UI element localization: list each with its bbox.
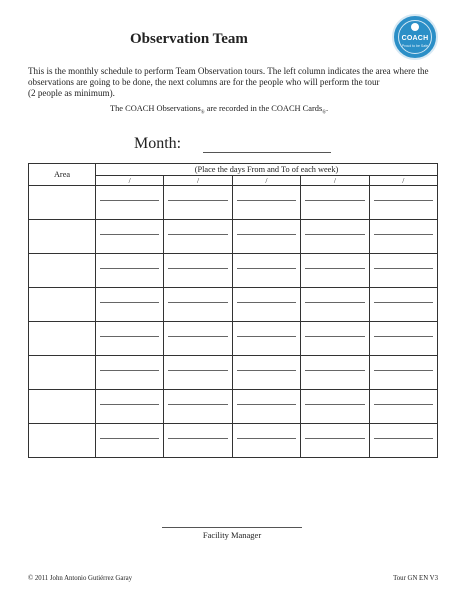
days-header: (Place the days From and To of each week) — [96, 164, 438, 176]
registered-mark: ® — [200, 110, 205, 116]
observer-name-line — [305, 302, 364, 303]
observer-cell[interactable] — [96, 288, 164, 322]
observer-name-line — [168, 438, 227, 439]
observer-name-line — [305, 268, 364, 269]
observer-name-line — [305, 438, 364, 439]
table-row — [29, 254, 438, 288]
observer-cell[interactable] — [301, 288, 369, 322]
observer-name-line — [100, 336, 159, 337]
observer-name-line — [305, 200, 364, 201]
observer-cell[interactable] — [96, 424, 164, 458]
observer-name-line — [168, 268, 227, 269]
area-cell[interactable] — [29, 186, 96, 220]
observer-cell[interactable] — [232, 288, 300, 322]
observer-name-line — [100, 370, 159, 371]
observer-cell[interactable] — [232, 254, 300, 288]
observer-name-line — [305, 404, 364, 405]
observer-name-line — [237, 438, 296, 439]
observer-name-line — [100, 200, 159, 201]
area-cell[interactable] — [29, 390, 96, 424]
intro-paragraph — [28, 66, 438, 99]
week-date-slash: / — [232, 176, 300, 186]
coach-note — [110, 104, 328, 116]
schedule-table — [28, 163, 438, 458]
observer-name-line — [237, 370, 296, 371]
observer-name-line — [305, 370, 364, 371]
intro-line: This is the monthly schedule to perform Team Observation tours. The left column indicates the area where the — [28, 66, 429, 76]
area-cell[interactable] — [29, 220, 96, 254]
observer-name-line — [168, 336, 227, 337]
observer-name-line — [305, 234, 364, 235]
observer-name-line — [237, 234, 296, 235]
observer-cell[interactable] — [164, 288, 232, 322]
observer-cell[interactable] — [164, 220, 232, 254]
observer-name-line — [374, 404, 433, 405]
signature-line[interactable] — [162, 527, 302, 528]
observer-name-line — [100, 234, 159, 235]
observer-cell[interactable] — [301, 220, 369, 254]
observer-name-line — [374, 268, 433, 269]
copyright: © 2011 John Antonio Gutiérrez Garay — [28, 575, 133, 582]
observer-cell[interactable] — [96, 220, 164, 254]
person-icon — [411, 23, 419, 31]
observer-cell[interactable] — [301, 356, 369, 390]
observer-cell[interactable] — [96, 254, 164, 288]
table-row — [29, 390, 438, 424]
note-text: are recorded in the COACH Cards — [204, 104, 323, 113]
observer-cell[interactable] — [164, 390, 232, 424]
area-header: Area — [29, 164, 96, 186]
month-label: Month: — [134, 135, 182, 152]
observer-name-line — [237, 302, 296, 303]
observer-cell[interactable] — [369, 288, 437, 322]
observer-name-line — [374, 336, 433, 337]
observer-cell[interactable] — [96, 186, 164, 220]
observer-name-line — [168, 234, 227, 235]
logo-tagline: Proud to be Safe — [401, 44, 429, 48]
page-title: Observation Team — [130, 31, 248, 47]
observer-cell[interactable] — [301, 186, 369, 220]
month-input-line[interactable] — [203, 152, 331, 153]
observer-cell[interactable] — [232, 322, 300, 356]
observer-name-line — [237, 200, 296, 201]
note-text: . — [326, 104, 329, 113]
observer-cell[interactable] — [96, 390, 164, 424]
observer-name-line — [237, 268, 296, 269]
observer-name-line — [100, 438, 159, 439]
observer-cell[interactable] — [232, 390, 300, 424]
observer-name-line — [374, 302, 433, 303]
observer-cell[interactable] — [232, 424, 300, 458]
observer-cell[interactable] — [369, 322, 437, 356]
observer-cell[interactable] — [96, 356, 164, 390]
area-cell[interactable] — [29, 356, 96, 390]
observer-cell[interactable] — [301, 424, 369, 458]
observer-cell[interactable] — [96, 322, 164, 356]
week-date-slash: / — [301, 176, 369, 186]
observer-name-line — [168, 302, 227, 303]
observer-cell[interactable] — [369, 390, 437, 424]
area-cell[interactable] — [29, 254, 96, 288]
observer-cell[interactable] — [369, 186, 437, 220]
area-cell[interactable] — [29, 424, 96, 458]
intro-line: observations are going to be done, the next columns are for the people who will perform the tour — [28, 77, 380, 87]
coach-logo — [392, 14, 438, 60]
table-row — [29, 288, 438, 322]
note-text: The COACH Observations — [110, 104, 201, 113]
observer-cell[interactable] — [164, 186, 232, 220]
table-row — [29, 424, 438, 458]
area-cell[interactable] — [29, 288, 96, 322]
observer-name-line — [237, 336, 296, 337]
week-date-slash: / — [369, 176, 437, 186]
observer-cell[interactable] — [232, 356, 300, 390]
observer-cell[interactable] — [301, 322, 369, 356]
observer-cell[interactable] — [164, 254, 232, 288]
observer-name-line — [100, 404, 159, 405]
signature-label: Facility Manager — [202, 530, 262, 540]
observer-cell[interactable] — [369, 254, 437, 288]
observer-cell[interactable] — [369, 424, 437, 458]
observer-name-line — [374, 200, 433, 201]
schedule-body — [29, 186, 438, 458]
registered-mark: ® — [322, 110, 327, 116]
observer-name-line — [168, 404, 227, 405]
doc-version: Tour GN EN V3 — [393, 575, 438, 582]
week-date-slash: / — [164, 176, 232, 186]
observer-name-line — [374, 234, 433, 235]
observer-name-line — [374, 370, 433, 371]
observer-cell[interactable] — [369, 356, 437, 390]
observer-name-line — [100, 268, 159, 269]
table-row — [29, 356, 438, 390]
observer-name-line — [374, 438, 433, 439]
table-row — [29, 322, 438, 356]
observer-cell[interactable] — [164, 322, 232, 356]
week-date-slash: / — [96, 176, 164, 186]
observer-name-line — [305, 336, 364, 337]
observer-cell[interactable] — [164, 424, 232, 458]
observer-cell[interactable] — [369, 220, 437, 254]
observer-name-line — [100, 302, 159, 303]
observer-name-line — [237, 404, 296, 405]
logo-word: COACH — [401, 35, 429, 42]
table-row — [29, 220, 438, 254]
observer-cell[interactable] — [232, 220, 300, 254]
observer-name-line — [168, 200, 227, 201]
observer-cell[interactable] — [232, 186, 300, 220]
observer-cell[interactable] — [301, 390, 369, 424]
observer-name-line — [168, 370, 227, 371]
table-row — [29, 186, 438, 220]
observer-cell[interactable] — [301, 254, 369, 288]
area-cell[interactable] — [29, 322, 96, 356]
intro-line: (2 people as minimum). — [28, 88, 115, 98]
observer-cell[interactable] — [164, 356, 232, 390]
